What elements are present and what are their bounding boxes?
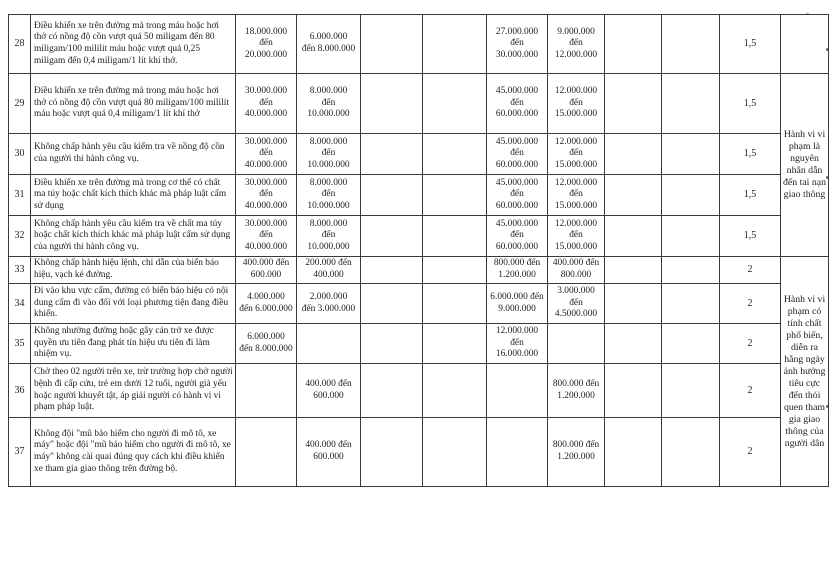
empty-cell [423,418,487,487]
violation-description: Điều khiển xe trên đường mà trong máu hoặc hơi thở có nồng độ cồn vượt quá 50 miligam đến 80 miligam/100 mililít máu hoặc vượt quá 0,25 miligam đến 0,4 miligam/1 lít khí thở. [31,15,236,74]
points-cell: 2 [720,418,781,487]
empty-cell [662,418,720,487]
fine-cell: 8.000.000 đến 10.000.000 [297,74,361,134]
empty-cell [605,257,662,284]
fine-cell: 8.000.000 đến 10.000.000 [297,216,361,257]
empty-cell [605,364,662,418]
empty-cell [423,15,487,74]
empty-cell [236,418,297,487]
fine-cell: 200.000 đến 400.000 [297,257,361,284]
empty-cell [297,324,361,364]
fine-cell: 8.000.000 đến 10.000.000 [297,134,361,175]
empty-cell [605,284,662,324]
empty-cell [236,364,297,418]
points-cell: 1,5 [720,15,781,74]
table-row [9,15,829,74]
fine-cell: 45.000.000 đến 60.000.000 [487,175,548,216]
fine-cell: 4.000.000 đến 6.000.000 [236,284,297,324]
empty-cell [662,175,720,216]
violation-description: Không chấp hành yêu cầu kiểm tra về nồng độ cồn của người thi hành công vụ. [31,134,236,175]
table-row [9,134,829,175]
fine-cell: 800.000 đến 1.200.000 [548,364,605,418]
points-cell: 2 [720,324,781,364]
fine-cell: 12.000.000 đến 16.000.000 [487,324,548,364]
fine-cell: 12.000.000 đến 15.000.000 [548,134,605,175]
fine-cell: 8.000.000 đến 10.000.000 [297,175,361,216]
fine-cell: 3.000.000 đến 4.5000.000 [548,284,605,324]
fine-cell: 45.000.000 đến 60.000.000 [487,74,548,134]
note-cell [781,15,829,74]
empty-cell [662,284,720,324]
empty-cell [423,74,487,134]
empty-cell [423,134,487,175]
fine-cell: 12.000.000 đến 15.000.000 [548,175,605,216]
fine-cell: 6.000.000 đến 8.000.000 [297,15,361,74]
points-cell: 2 [720,284,781,324]
fine-cell: 400.000 đến 600.000 [297,364,361,418]
points-cell: 2 [720,257,781,284]
corner-dash: - [806,8,809,18]
empty-cell [423,216,487,257]
empty-cell [487,418,548,487]
fine-cell: 30.000.000 đến 40.000.000 [236,74,297,134]
fine-cell: 800.000 đến 1.200.000 [487,257,548,284]
fine-cell: 45.000.000 đến 60.000.000 [487,216,548,257]
empty-cell [605,175,662,216]
row-number: 31 [9,175,31,216]
fine-cell: 400.000 đến 800.000 [548,257,605,284]
fine-cell: 18.000.000 đến 20.000.000 [236,15,297,74]
points-cell: 1,5 [720,134,781,175]
note-cell: Hành vi vi phạm có tính chất phổ biến, diễn ra hằng ngày ảnh hưởng tiêu cực đến thói quen tham gia giao thông của người dân [781,257,829,487]
fine-cell: 12.000.000 đến 15.000.000 [548,216,605,257]
row-number: 34 [9,284,31,324]
empty-cell [423,175,487,216]
table-row [9,364,829,418]
empty-cell [605,324,662,364]
note-cell: Hành vi vi phạm là nguyên nhân dẫn đến tai nạn giao thông [781,74,829,257]
table-row [9,175,829,216]
empty-cell [423,257,487,284]
empty-cell [423,364,487,418]
row-number: 33 [9,257,31,284]
fine-cell: 2.000.000 đến 3.000.000 [297,284,361,324]
empty-cell [361,216,423,257]
empty-cell [487,364,548,418]
violation-description: Không chấp hành hiệu lệnh, chỉ dẫn của biển báo hiệu, vạch kẻ đường. [31,257,236,284]
fine-cell: 30.000.000 đến 40.000.000 [236,134,297,175]
empty-cell [662,324,720,364]
points-cell: 1,5 [720,216,781,257]
violation-description: Điều khiển xe trên đường mà trong máu hoặc hơi thở có nồng độ cồn vượt quá 80 miligam/100 mililít máu hoặc vượt quá 0,4 miligam/1 lít khí thở [31,74,236,134]
penalty-table [8,14,829,487]
fine-cell: 30.000.000 đến 40.000.000 [236,216,297,257]
violation-description: Không nhường đường hoặc gây cản trở xe được quyền ưu tiên đang phát tín hiệu ưu tiên đi làm nhiệm vụ. [31,324,236,364]
row-number: 29 [9,74,31,134]
points-cell: 2 [720,364,781,418]
empty-cell [361,418,423,487]
table-row [9,284,829,324]
empty-cell [605,74,662,134]
table-row [9,216,829,257]
violation-description: Không đội "mũ bảo hiểm cho người đi mô tô, xe máy" hoặc đội "mũ bảo hiểm cho người đi mô tô, xe máy" không cài quai đúng quy cách khi điều khiển xe tham gia giao thông trên đường bộ. [31,418,236,487]
fine-cell: 30.000.000 đến 40.000.000 [236,175,297,216]
points-cell: 1,5 [720,175,781,216]
fine-cell: 12.000.000 đến 15.000.000 [548,74,605,134]
empty-cell [662,134,720,175]
empty-cell [361,175,423,216]
row-number: 36 [9,364,31,418]
empty-cell [662,364,720,418]
empty-cell [605,418,662,487]
table-row [9,324,829,364]
violation-description: Điều khiển xe trên đường mà trong cơ thể có chất ma túy hoặc chất kích thích khác mà pháp luật cấm sử dụng [31,175,236,216]
fine-cell: 800.000 đến 1.200.000 [548,418,605,487]
violation-description: Không chấp hành yêu cầu kiểm tra về chất ma túy hoặc chất kích thích khác mà pháp luật cấm sử dụng của người thi hành công vụ. [31,216,236,257]
fine-cell: 400.000 đến 600.000 [236,257,297,284]
violation-description: Đi vào khu vực cấm, đường có biển báo hiệu có nội dung cấm đi vào đối với loại phương tiện đang điều khiển. [31,284,236,324]
empty-cell [361,364,423,418]
fine-cell: 400.000 đến 600.000 [297,418,361,487]
empty-cell [361,324,423,364]
fine-cell: 45.000.000 đến 60.000.000 [487,134,548,175]
row-number: 28 [9,15,31,74]
empty-cell [662,216,720,257]
fine-cell: 9.000.000 đến 12.000.000 [548,15,605,74]
empty-cell [361,74,423,134]
row-number: 32 [9,216,31,257]
empty-cell [548,324,605,364]
empty-cell [662,257,720,284]
empty-cell [423,324,487,364]
row-number: 30 [9,134,31,175]
fine-cell: 6.000.000 đến 8.000.000 [236,324,297,364]
empty-cell [361,15,423,74]
fine-cell: 6.000.000 đến 9.000.000 [487,284,548,324]
empty-cell [361,134,423,175]
table-row [9,257,829,284]
empty-cell [662,15,720,74]
empty-cell [605,15,662,74]
empty-cell [423,284,487,324]
violation-description: Chở theo 02 người trên xe, trừ trường hợp chở người bệnh đi cấp cứu, trẻ em dưới 12 tuổi, người già yếu hoặc người khuyết tật, áp giải người có hành vi vi phạm pháp luật. [31,364,236,418]
empty-cell [662,74,720,134]
empty-cell [361,257,423,284]
empty-cell [605,134,662,175]
row-number: 35 [9,324,31,364]
fine-cell: 27.000.000 đến 30.000.000 [487,15,548,74]
table-row [9,418,829,487]
row-number: 37 [9,418,31,487]
table-row [9,74,829,134]
points-cell: 1,5 [720,74,781,134]
empty-cell [361,284,423,324]
empty-cell [605,216,662,257]
